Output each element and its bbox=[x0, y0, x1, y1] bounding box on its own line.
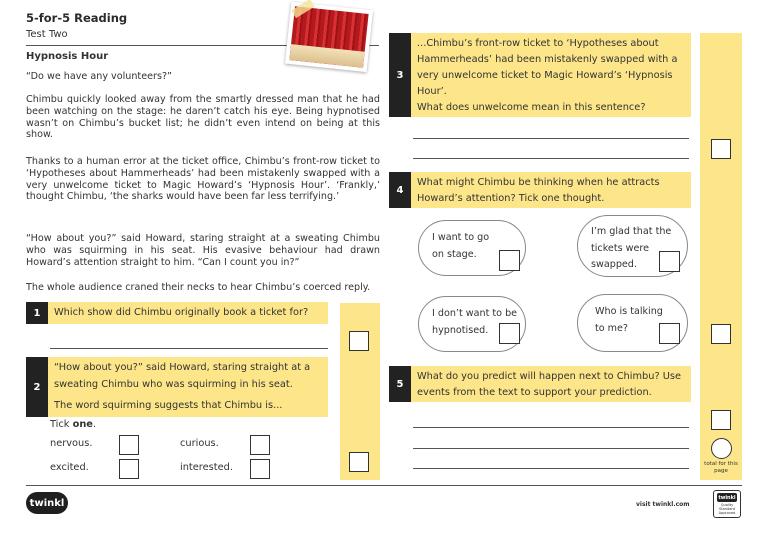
q3-number: 3 bbox=[389, 33, 411, 117]
thought-bubble-text: I’m glad that the tickets were swapped. bbox=[591, 226, 672, 270]
visit-link[interactable]: visit twinkl.com bbox=[636, 501, 690, 508]
q2-option-checkbox[interactable] bbox=[250, 435, 270, 455]
q2-question-box bbox=[48, 357, 328, 417]
thought-checkbox[interactable] bbox=[499, 250, 520, 271]
page-total-circle[interactable] bbox=[711, 438, 732, 459]
q1-answer-line[interactable] bbox=[50, 348, 328, 349]
q5-answer-line[interactable] bbox=[413, 448, 689, 449]
q3-answer-line[interactable] bbox=[413, 158, 689, 159]
thought-checkbox[interactable] bbox=[659, 323, 680, 344]
q2-quote: “How about you?” said Howard, staring straight at a sweating Chimbu who was squirming in his seat. bbox=[54, 362, 311, 390]
story-paragraph: Chimbu quickly looked away from the smartly dressed man that he had been watching on the stage: he daren’t catch his eye. Being hypnotised wasn’t on Chimbu’s bucket list; he didn’t even intend on being at this show. bbox=[26, 94, 380, 141]
thought-bubble-text: Who is talking to me? bbox=[595, 306, 663, 334]
q2-option-checkbox[interactable] bbox=[119, 435, 139, 455]
q2-option-label: interested. bbox=[180, 462, 233, 473]
q4-question: What might Chimbu be thinking when he attracts Howard’s attention? Tick one thought. bbox=[411, 172, 691, 208]
thought-checkbox[interactable] bbox=[659, 251, 680, 272]
q2-option-label: excited. bbox=[50, 462, 89, 473]
q4-number: 4 bbox=[389, 172, 411, 208]
thought-bubble-text: I don’t want to be hypnotised. bbox=[432, 308, 518, 336]
q2-option-checkbox[interactable] bbox=[119, 459, 139, 479]
thought-checkbox[interactable] bbox=[499, 323, 520, 344]
badge-logo: twinkl bbox=[718, 494, 736, 501]
q4-answer-box[interactable] bbox=[711, 324, 731, 344]
story-title: Hypnosis Hour bbox=[26, 51, 109, 62]
q2-option-label: nervous. bbox=[50, 438, 93, 449]
worksheet-subtitle: Test Two bbox=[26, 29, 68, 40]
story-paragraph: Thanks to a human error at the ticket office, Chimbu’s front-row ticket to ‘Hypotheses about Hammerheads’ had been mistakenly swapped with a very unwelcome ticket to Magic Howard’s ‘Hypnosis Hour’. ‘Frankly,’ thought Chimbu, ‘the sharks would have been far less terrifying.’ bbox=[26, 156, 380, 203]
q5-answer-box[interactable] bbox=[711, 410, 731, 430]
q3-question: What does unwelcome mean in this sentence? bbox=[417, 102, 646, 113]
quality-badge bbox=[713, 490, 741, 518]
story-paragraph: “Do we have any volunteers?” bbox=[26, 71, 172, 82]
story-paragraph: The whole audience craned their necks to hear Chimbu’s coerced reply. bbox=[26, 282, 371, 293]
q5-answer-line[interactable] bbox=[413, 427, 689, 428]
q2-instruction: Tick one. bbox=[50, 419, 97, 430]
badge-text: Quality Standard Approved bbox=[718, 503, 736, 515]
total-label: total for this page bbox=[704, 461, 738, 474]
footer-divider bbox=[26, 485, 742, 486]
story-paragraph: “How about you?” said Howard, staring straight at a sweating Chimbu who was squirming in his seat. His evasive behaviour had drawn Howard’s attention straight to him. “Can I count you in?” bbox=[26, 233, 380, 268]
q1-question: Which show did Chimbu originally book a ticket for? bbox=[48, 302, 328, 324]
q1-answer-box[interactable] bbox=[349, 331, 369, 351]
twinkl-logo[interactable]: twinkl bbox=[26, 492, 68, 514]
q2-question: The word squirming suggests that Chimbu is... bbox=[54, 400, 283, 411]
worksheet-title: 5-for-5 Reading bbox=[26, 11, 128, 25]
q1-number: 1 bbox=[26, 302, 48, 324]
q5-number: 5 bbox=[389, 366, 411, 402]
q3-question-box bbox=[411, 33, 691, 117]
q2-option-checkbox[interactable] bbox=[250, 459, 270, 479]
q2-option-label: curious. bbox=[180, 438, 219, 449]
q3-answer-box[interactable] bbox=[711, 139, 731, 159]
q5-question: What do you predict will happen next to Chimbu? Use events from the text to support your prediction. bbox=[411, 366, 691, 402]
q5-answer-line[interactable] bbox=[413, 468, 689, 469]
q3-answer-line[interactable] bbox=[413, 138, 689, 139]
q2-number: 2 bbox=[26, 357, 48, 417]
q2-answer-box[interactable] bbox=[349, 452, 369, 472]
q3-quote: ...Chimbu’s front-row ticket to ‘Hypotheses about Hammerheads’ had been mistakenly swapped with a very unwelcome ticket to Magic Howard’s ‘Hypnosis Hour’. bbox=[417, 38, 678, 97]
thought-bubble-text: I want to go on stage. bbox=[432, 232, 490, 260]
